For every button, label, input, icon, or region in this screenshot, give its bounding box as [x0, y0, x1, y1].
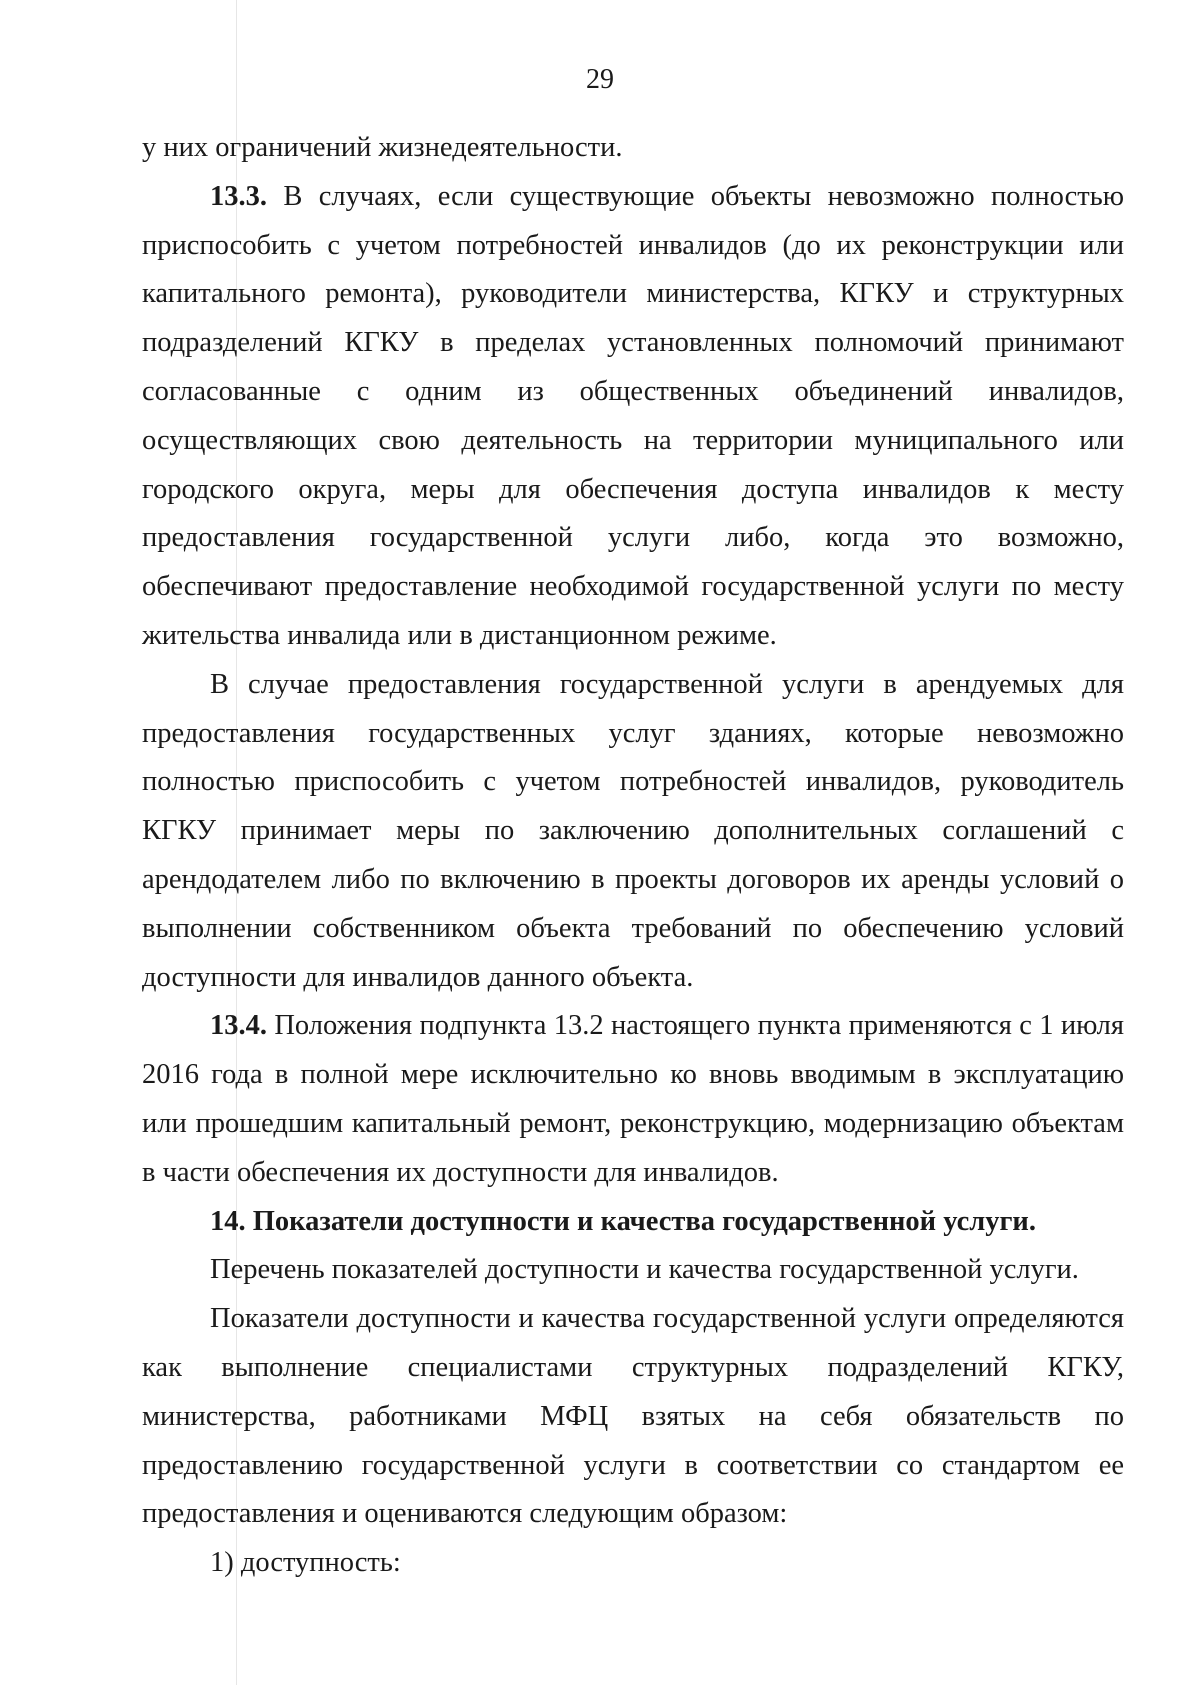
paragraph-list-intro: Перечень показателей доступности и качества государственной услуги.: [210, 1254, 1079, 1286]
document-body: [142, 124, 1124, 1588]
paragraph-continuation: у них ограничений жизнедеятельности.: [142, 132, 623, 163]
paragraph-text: Положения подпункта 13.2 настоящего пункта применяются с 1 июля 2016 года в полной мере исключительно ко вновь вводимым в эксплуатацию или прошедшим капитальный ремонт, реконструкцию, модернизацию объектам в части обеспечения их доступности для инвалидов.: [142, 1010, 1124, 1188]
paragraph-13-4: [142, 1002, 1124, 1197]
list-item-accessibility: 1) доступность:: [210, 1547, 401, 1579]
clause-number: 13.4.: [210, 1010, 267, 1042]
paragraph-13-3: [142, 173, 1124, 661]
paragraph-text: В случаях, если существующие объекты невозможно полностью приспособить с учетом потребностей инвалидов (до их реконструкции или капитального ремонта), руководители министерства, КГКУ и структурных подразделений КГКУ в пределах установленных полномочий принимают согласованные с одним из общественных объединений инвалидов, осуществляющих свою деятельность на территории муниципального или городского округа, меры для обеспечения доступа инвалидов к месту предоставления государственной услуги либо, когда это возможно, обеспечивают предоставление необходимой государственной услуги по месту жительства инвалида или в дистанционном режиме.: [142, 180, 1124, 651]
paragraph-lease: В случае предоставления государственной услуги в арендуемых для предоставления государственных услуг зданиях, которые невозможно полностью приспособить с учетом потребностей инвалидов, руководитель КГКУ принимает меры по заключению дополнительных соглашений с арендодателем либо по включению в проекты договоров их аренды условий о выполнении собственником объекта требований по обеспечению условий доступности для инвалидов данного объекта.: [142, 668, 1124, 993]
clause-number: 13.3.: [210, 180, 267, 212]
section-heading: 14. Показатели доступности и качества государственной услуги.: [210, 1205, 1036, 1237]
paragraph-indicators: Показатели доступности и качества государственной услуги определяются как выполнение специалистами структурных подразделений КГКУ, министерства, работниками МФЦ взятых на себя обязательств по предоставлению государственной услуги в соответствии со стандартом ее предоставления и оцениваются следующим образом:: [142, 1303, 1124, 1530]
page-number: 29: [586, 64, 614, 95]
